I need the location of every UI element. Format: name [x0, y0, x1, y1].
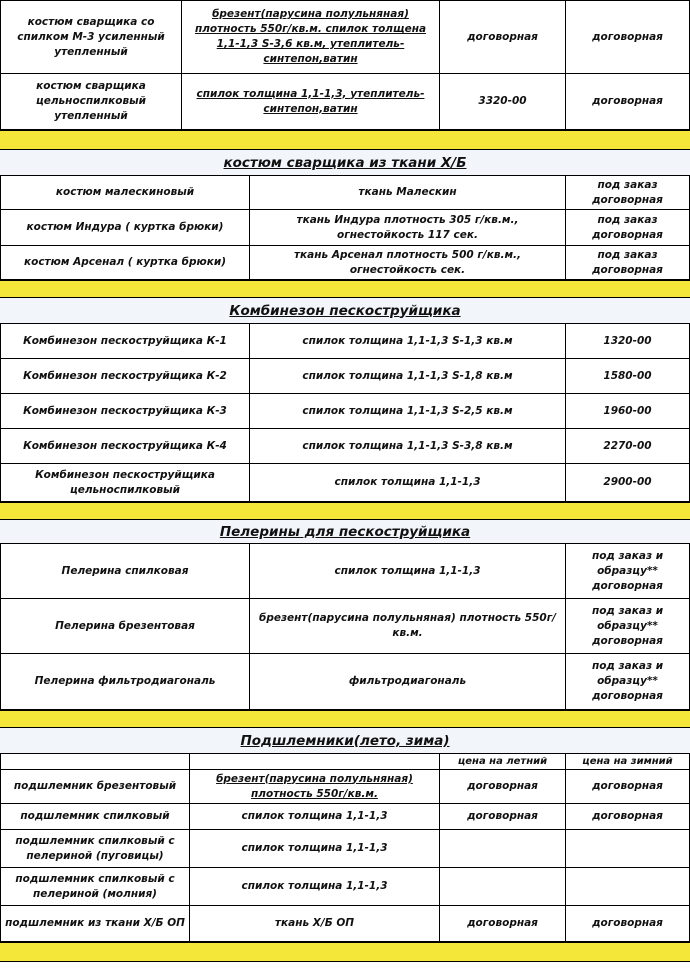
product-spec: спилок толщина 1,1-1,3 [190, 868, 440, 905]
product-name: Комбинезон пескоструйщика К-2 [0, 359, 250, 393]
section-title: Подшлемники(лето, зима) [0, 728, 690, 754]
product-spec: спилок толщина 1,1-1,3, утеплитель-синтепон,ватин [182, 74, 440, 129]
table-row [0, 868, 690, 906]
table-row [0, 0, 690, 74]
price-winter [566, 830, 690, 867]
product-name: Комбинезон пескоструйщика К-1 [0, 324, 250, 358]
product-name: подшлемник брезентовый [0, 770, 190, 803]
product-price: под заказ и образцу** договорная [566, 599, 690, 653]
product-spec: спилок толщина 1,1-1,3 S-3,8 кв.м [250, 429, 566, 463]
price-winter [566, 868, 690, 905]
product-spec: брезент(парусина полульняная) плотность 550г/кв.м. спилок толщена 1,1-1,3 S-3,6 кв.м, утеплитель-синтепон,ватин [182, 1, 440, 73]
table-row [0, 359, 690, 394]
product-price: под заказ договорная [566, 210, 690, 245]
price-summer: договорная [440, 906, 566, 941]
table-row [0, 246, 690, 280]
product-price: 1320-00 [566, 324, 690, 358]
product-name: подшлемник спилковый [0, 804, 190, 829]
product-spec: ткань Х/Б ОП [190, 906, 440, 941]
price-summer: договорная [440, 770, 566, 803]
product-name: костюм Арсенал ( куртка брюки) [0, 246, 250, 279]
table-row [0, 176, 690, 210]
table-row [0, 599, 690, 654]
product-spec: спилок толщина 1,1-1,3 [250, 544, 566, 598]
price-summer: договорная [440, 1, 566, 73]
yellow-divider [0, 130, 690, 150]
section-title: Комбинезон пескоструйщика [0, 298, 690, 324]
product-name: Комбинезон пескоструйщика цельноспилковый [0, 464, 250, 501]
table-row [0, 654, 690, 710]
table-row [0, 74, 690, 130]
table-header-row [0, 754, 690, 770]
price-summer: 3320-00 [440, 74, 566, 129]
product-price: под заказ договорная [566, 176, 690, 209]
product-name: Пелерина брезентовая [0, 599, 250, 653]
product-name: подшлемник спилковый с пелериной (молния) [0, 868, 190, 905]
price-summer: договорная [440, 804, 566, 829]
table-row [0, 394, 690, 429]
yellow-divider [0, 710, 690, 728]
product-spec: ткань Индура плотность 305 г/кв.м., огнестойкость 117 сек. [250, 210, 566, 245]
product-spec: спилок толщина 1,1-1,3 [190, 830, 440, 867]
product-name: подшлемник из ткани Х/Б ОП [0, 906, 190, 941]
product-price: 2900-00 [566, 464, 690, 501]
product-name: Пелерина фильтродиагональ [0, 654, 250, 709]
product-price: 2270-00 [566, 429, 690, 463]
column-header-winter: цена на зимний [566, 754, 690, 769]
table-row [0, 830, 690, 868]
price-summer [440, 868, 566, 905]
product-spec: спилок толщина 1,1-1,3 [250, 464, 566, 501]
product-name: костюм сварщика цельноспилковый утепленный [0, 74, 182, 129]
table-row [0, 544, 690, 599]
section-title: костюм сварщика из ткани Х/Б [0, 150, 690, 176]
column-header-summer: цена на летний [440, 754, 566, 769]
table-row [0, 804, 690, 830]
product-spec: ткань Малескин [250, 176, 566, 209]
table-row [0, 210, 690, 246]
product-name: Пелерина спилковая [0, 544, 250, 598]
price-winter: договорная [566, 74, 690, 129]
price-winter: договорная [566, 1, 690, 73]
section-title: Пелерины для пескоструйщика [0, 520, 690, 544]
table-row [0, 429, 690, 464]
table-row [0, 906, 690, 942]
column-header-name [0, 754, 190, 769]
product-price: под заказ и образцу** договорная [566, 654, 690, 709]
product-name: костюм малескиновый [0, 176, 250, 209]
column-header-spec [190, 754, 440, 769]
product-spec: спилок толщина 1,1-1,3 S-1,3 кв.м [250, 324, 566, 358]
product-spec: спилок толщина 1,1-1,3 S-2,5 кв.м [250, 394, 566, 428]
product-name: Комбинезон пескоструйщика К-4 [0, 429, 250, 463]
product-spec: брезент(парусина полульняная) плотность 550г/кв.м. [190, 770, 440, 803]
yellow-divider [0, 280, 690, 298]
yellow-divider [0, 942, 690, 962]
product-spec: ткань Арсенал плотность 500 г/кв.м., огнестойкость сек. [250, 246, 566, 279]
table-row [0, 324, 690, 359]
product-name: подшлемник спилковый с пелериной (пуговицы) [0, 830, 190, 867]
product-spec: спилок толщина 1,1-1,3 S-1,8 кв.м [250, 359, 566, 393]
product-price: под заказ и образцу** договорная [566, 544, 690, 598]
product-name: костюм сварщика со спилком М-3 усиленный утепленный [0, 1, 182, 73]
product-spec: фильтродиагональ [250, 654, 566, 709]
product-price: под заказ договорная [566, 246, 690, 279]
product-price: 1580-00 [566, 359, 690, 393]
price-summer [440, 830, 566, 867]
yellow-divider [0, 502, 690, 520]
product-name: Комбинезон пескоструйщика К-3 [0, 394, 250, 428]
price-winter: договорная [566, 804, 690, 829]
table-row [0, 770, 690, 804]
price-winter: договорная [566, 906, 690, 941]
product-price: 1960-00 [566, 394, 690, 428]
table-row [0, 464, 690, 502]
product-name: костюм Индура ( куртка брюки) [0, 210, 250, 245]
product-spec: спилок толщина 1,1-1,3 [190, 804, 440, 829]
product-spec: брезент(парусина полульняная) плотность 550г/кв.м. [250, 599, 566, 653]
price-winter: договорная [566, 770, 690, 803]
